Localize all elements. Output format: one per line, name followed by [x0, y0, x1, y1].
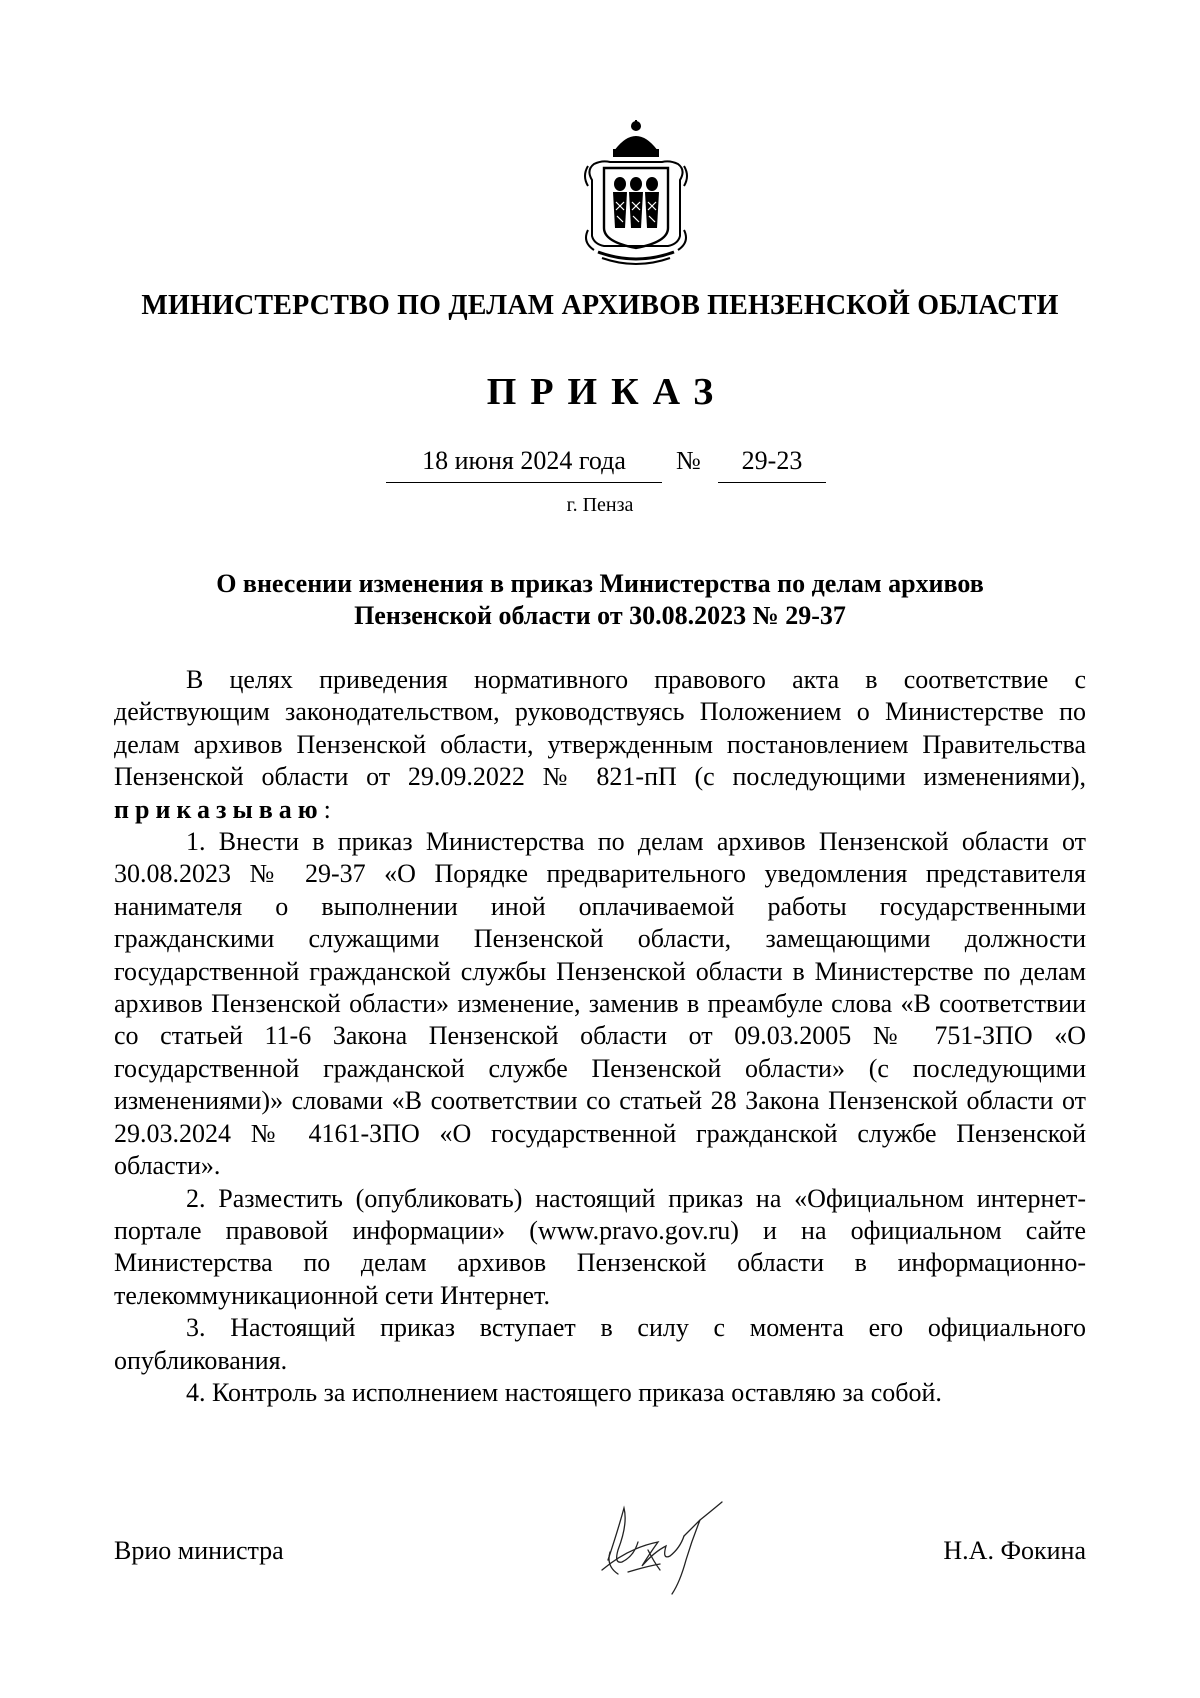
handwritten-signature-icon	[588, 1490, 738, 1600]
ministry-name: МИНИСТЕРСТВО ПО ДЕЛАМ АРХИВОВ ПЕНЗЕНСКОЙ ОБЛАСТИ	[141, 290, 1059, 321]
order-date: 18 июня 2024 года	[422, 446, 626, 475]
order-body	[114, 664, 1086, 1409]
order-subject	[150, 568, 1050, 632]
signatory-name: Н.А. Фокина	[943, 1536, 1086, 1565]
date-underline	[386, 482, 662, 483]
coat-of-arms-icon	[580, 120, 692, 270]
item-1: 1. Внести в приказ Министерства по делам архивов Пензенской области от 30.08.2023 № 29-37 «О Порядке предварительного уведомления представителя нанимателя о выполнении иной оплачиваемой работы государственными гражданскими служащими Пензенской области, замещающими должности государственной гражданской службы Пензенской области в Министерстве по делам архивов Пензенской области» изменение, заменив в преамбуле слова «В соответствии со статьей 11-6 Закона Пензенской области от 09.03.2005 № 751-ЗПО «О государственной гражданской службе Пензенской области» (с последующими изменениями)» словами «В соответствии со статьей 28 Закона Пензенской области от 29.03.2024 № 4161-ЗПО «О государственной гражданской службе Пензенской области».	[114, 827, 1086, 1181]
number-underline	[718, 482, 826, 483]
signatory-title: Врио министра	[114, 1536, 284, 1565]
preamble-paragraph	[114, 664, 1086, 826]
preamble-text: В целях приведения нормативного правового акта в соответствие с действующим законодательством, руководствуясь Положением о Министерстве по делам архивов Пензенской области, утвержденным постановлением Правительства Пензенской области от 29.09.2022 № 821-пП (с последующими изменениями),	[114, 665, 1086, 792]
document-type: ПРИКАЗ	[486, 371, 728, 413]
subject-line-2: Пензенской области от 30.08.2023 № 29-37	[354, 601, 846, 630]
order-number: 29-23	[741, 446, 803, 475]
item-3: 3. Настоящий приказ вступает в силу с момента его официального опубликования.	[114, 1313, 1086, 1375]
order-colon: :	[323, 794, 331, 824]
item-4: 4. Контроль за исполнением настоящего приказа оставляю за собой.	[186, 1377, 942, 1407]
number-sign: №	[676, 446, 701, 475]
subject-line-1: О внесении изменения в приказ Министерства по делам архивов	[216, 569, 984, 598]
order-word: приказываю	[114, 794, 324, 824]
city: г. Пенза	[566, 494, 634, 516]
item-2: 2. Разместить (опубликовать) настоящий приказ на «Официальном интернет-портале правовой информации» (www.pravo.gov.ru) и на официальном сайте Министерства по делам архивов Пензенской области в информационно-телекоммуникационной сети Интернет.	[114, 1183, 1086, 1310]
